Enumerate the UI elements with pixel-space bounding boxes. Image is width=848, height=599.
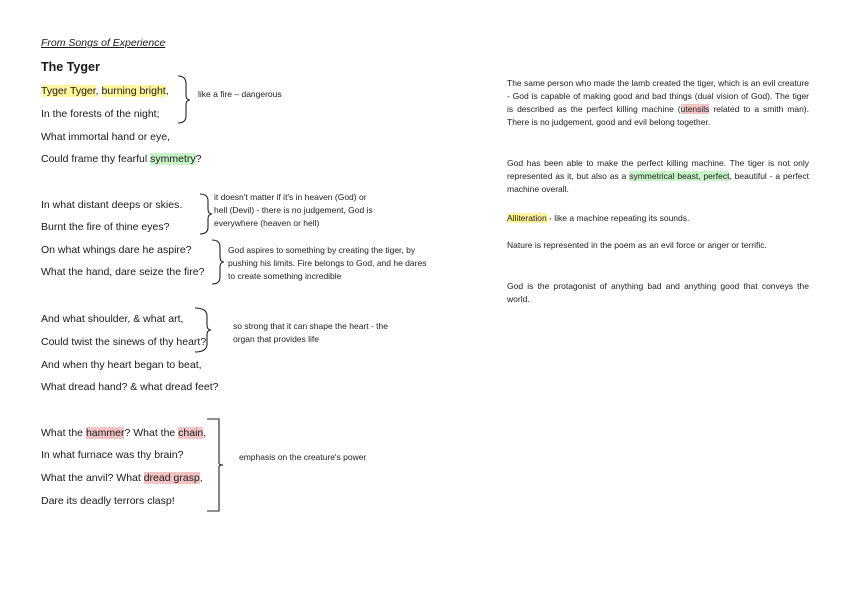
text-segment: And what shoulder, & what art, — [41, 313, 184, 325]
text-segment: What the hand, dare seize the fire? — [41, 266, 205, 278]
poem-line — [41, 153, 201, 165]
annotation-power: emphasis on the creature's power — [239, 452, 367, 462]
commentary-paragraph — [507, 157, 809, 196]
poem-line — [41, 199, 182, 211]
text-segment: On what whings dare he aspire? — [41, 244, 192, 256]
bracket — [176, 76, 192, 124]
annotation-heaven: it doesn't matter if it's in heaven (God) or hell (Devil) - there is no judgement, God is everywhere (heaven or hell) — [214, 192, 373, 228]
text-segment: What the anvil? What — [41, 472, 144, 484]
bracket — [193, 308, 213, 352]
text-segment: In the forests of the night; — [41, 108, 160, 120]
highlighted-text: symmetrical beast, perfect — [629, 171, 730, 181]
text-segment: ? What the — [124, 427, 179, 439]
text-segment: , — [95, 85, 102, 97]
text-segment: , — [165, 85, 169, 97]
poem-line — [41, 85, 169, 97]
text-segment: God is the protagonist of anything bad and anything good that conveys the world. — [507, 281, 809, 304]
highlighted-text: chain — [178, 427, 204, 439]
text-segment: Burnt the fire of thine eyes? — [41, 221, 170, 233]
text-segment: What immortal hand or eye, — [41, 131, 170, 143]
poem-line — [41, 131, 170, 143]
text-segment: Dare its deadly terrors clasp! — [41, 495, 175, 507]
text-segment: Nature is represented in the poem as an evil force or anger or terrific. — [507, 240, 767, 250]
poem-line — [41, 108, 160, 120]
text-segment: Could frame thy fearful — [41, 153, 151, 165]
poem-line — [41, 313, 183, 325]
annotation-heart: so strong that it can shape the heart - the organ that provides life — [233, 321, 388, 344]
poem-line — [41, 495, 175, 507]
text-segment: , — [199, 472, 203, 484]
highlighted-text: Alliteration — [507, 213, 547, 223]
text-segment: And when thy heart began to beat, — [41, 359, 202, 371]
poem-line — [41, 359, 202, 371]
commentary-paragraph — [507, 212, 809, 225]
bracket — [210, 240, 226, 284]
poem-line — [41, 266, 204, 278]
text-segment: - like a machine repeating its sounds. — [546, 213, 690, 223]
poem-source: From Songs of Experience — [41, 37, 166, 49]
annotation-aspire: God aspires to something by creating the tiger, by pushing his limits. Fire belongs to God, and he dares to create something incredible — [228, 245, 427, 281]
annotation-fire: like a fire – dangerous — [198, 89, 282, 99]
poem-line — [41, 336, 206, 348]
poem-line — [41, 427, 206, 439]
commentary-paragraph — [507, 239, 809, 252]
bracket — [198, 194, 214, 234]
highlighted-text: burning bright — [101, 85, 166, 97]
text-segment: In what distant deeps or skies. — [41, 199, 183, 211]
commentary-paragraph — [507, 280, 809, 306]
poem-line — [41, 244, 192, 256]
highlighted-text: hammer — [85, 427, 125, 439]
highlighted-text: dread grasp — [143, 472, 200, 484]
poem-line — [41, 381, 218, 393]
highlighted-text: utensils — [680, 104, 710, 114]
poem-line — [41, 221, 169, 233]
poem-line — [41, 472, 203, 484]
text-segment: Could twist the sinews of thy heart? — [41, 336, 207, 348]
text-segment: , — [203, 427, 207, 439]
poem-line — [41, 449, 183, 461]
bracket — [205, 419, 225, 511]
highlighted-text: Tyger Tyger — [41, 85, 96, 97]
text-segment: The same person who made the lamb created the tiger, which is an evil creature - God is capable of making good and bad things (dual vision of God). The tiger is described as the perfect killing machine ( — [507, 78, 809, 114]
commentary-paragraph — [507, 77, 809, 129]
text-segment: God has been able to make the perfect killing machine. The tiger is not only represented as it, but also as a — [507, 158, 809, 181]
text-segment: , beautiful - a perfect machine overall. — [507, 171, 809, 194]
text-segment: In what furnace was thy brain? — [41, 449, 184, 461]
highlighted-text: symmetry — [150, 153, 196, 165]
text-segment: What the — [41, 427, 86, 439]
text-segment: ? — [195, 153, 202, 165]
poem-title: The Tyger — [41, 60, 100, 74]
text-segment: related to a smith man). There is no judgement, good and evil belong together. — [507, 104, 809, 127]
text-segment: What dread hand? & what dread feet? — [41, 381, 219, 393]
